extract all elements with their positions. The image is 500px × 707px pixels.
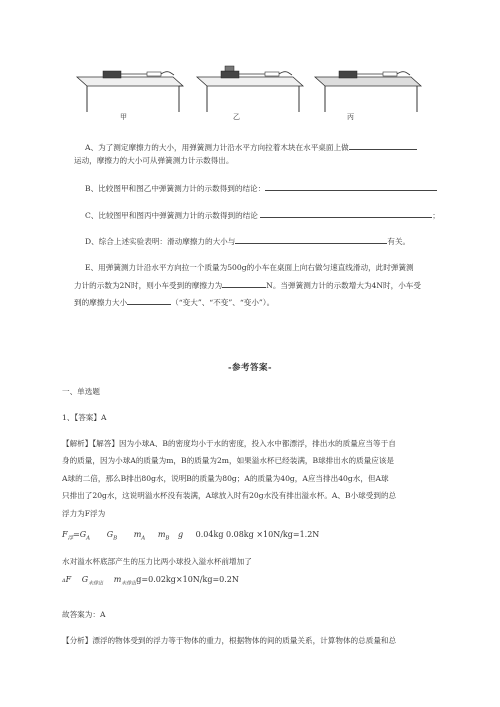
formula2-delta: Δ bbox=[62, 578, 66, 584]
option-a-blank[interactable] bbox=[349, 141, 417, 150]
formula1-values: 0.04kg 0.08kg ×10N/kg=1.2N bbox=[195, 530, 320, 539]
option-d-end: 有关。 bbox=[387, 237, 411, 246]
formula-buoyancy bbox=[62, 530, 319, 542]
formula2-g-sub: 未排出 bbox=[88, 580, 104, 587]
analysis-summary: 【分析】漂浮的物体受到的浮力等于物体的重力，根据物体的间的质量关系，计算物体的总质量和总 bbox=[62, 636, 397, 645]
answer-title: -参考答案- bbox=[227, 363, 273, 373]
formula-pressure-increase bbox=[62, 575, 239, 587]
option-a bbox=[85, 141, 417, 153]
option-e-line2a: 力计的示数为2N时，则小车受到的摩擦力为 bbox=[74, 281, 223, 290]
option-e-line3 bbox=[74, 296, 274, 308]
formula1-ma: m bbox=[133, 530, 142, 539]
analysis-line-3: A球的二倍，那么B排出80g水，说明B的质量为80g；A的质量为40g，A应当排出40g水，但A球 bbox=[62, 474, 389, 483]
option-c-end: ； bbox=[432, 211, 440, 220]
option-c-blank[interactable] bbox=[260, 209, 432, 218]
formula1-mb-sub: B bbox=[165, 535, 170, 542]
option-e-blank1[interactable] bbox=[222, 279, 266, 288]
analysis-line-1: 【解析】【解答】因为小球A、B的密度均小于水的密度，投入水中都漂浮，排出水的质量应当等于自 bbox=[62, 439, 396, 448]
analysis-line-4: 只排出了20g水，这说明溢水杯没有装满，A球放入时有20g水没有排出溢水杯。A、B小球受到的总 bbox=[62, 491, 397, 500]
formula2-rest: g=0.02kg×10N/kg=0.2N bbox=[136, 575, 239, 584]
formula1-eq: =G bbox=[73, 530, 87, 539]
formula1-gb: G bbox=[106, 530, 114, 539]
option-e-line2 bbox=[74, 279, 421, 291]
experiment-figure bbox=[75, 62, 435, 122]
option-e-line2b: N。当弹簧测力计的示数增大为4N时，小车受 bbox=[266, 281, 421, 290]
option-e-blank2[interactable] bbox=[127, 296, 171, 305]
formula1-mb: m bbox=[157, 530, 166, 539]
table-yi bbox=[197, 66, 303, 112]
analysis-line-2: 身的质量，因为小球A的质量为m，B的质量为2m，如果溢水杯已经装满，B球排出水的质量应该是 bbox=[62, 456, 395, 465]
option-c bbox=[85, 209, 440, 221]
analysis-line-5: 浮力为F浮为 bbox=[62, 509, 106, 518]
option-b bbox=[85, 182, 437, 194]
option-e-line1: E、用弹簧测力计沿水平方向拉一个质量为500g的小车在桌面上向右做匀速直线滑动，此时弹簧测 bbox=[85, 263, 414, 272]
formula1-g: g bbox=[178, 530, 184, 539]
formula1-f: F bbox=[62, 530, 68, 539]
formula1-f-sub: 浮 bbox=[67, 535, 74, 542]
section-heading: 一、单选题 bbox=[62, 387, 100, 396]
question-answer: 1、【答案】A bbox=[62, 413, 107, 422]
figure-label-yi: 乙 bbox=[233, 113, 240, 121]
option-a-text: A、为了测定摩擦力的大小，用弹簧测力计沿水平方向拉着木块在水平桌面上做 bbox=[85, 143, 349, 152]
option-d-blank[interactable] bbox=[235, 235, 387, 244]
option-b-blank[interactable] bbox=[265, 182, 437, 191]
option-b-text: B、比较图甲和图乙中弹簧测力计的示数得到的结论： bbox=[85, 184, 266, 193]
option-e-line3b: （“变大”、“不变”、“变小”）。 bbox=[171, 298, 275, 307]
table-bing bbox=[315, 71, 421, 112]
formula1-ga-sub: A bbox=[86, 535, 91, 542]
conclusion: 故答案为：A bbox=[62, 610, 106, 619]
formula2-m-sub: 未排出 bbox=[121, 580, 137, 587]
formula2-g: G bbox=[81, 575, 89, 584]
option-e-line3a: 到的摩擦力大小 bbox=[74, 298, 128, 307]
formula1-ma-sub: A bbox=[141, 535, 146, 542]
experiment-diagram bbox=[75, 62, 435, 122]
option-d-text: D、综合上述实验表明：滑动摩擦力的大小与 bbox=[85, 237, 236, 246]
option-d bbox=[85, 235, 410, 247]
figure-label-bing: 丙 bbox=[347, 113, 354, 121]
water-pressure-line: 水对溢水杯底部产生的压力比两小球投入溢水杯前增加了 bbox=[62, 557, 252, 566]
figure-label-jia: 甲 bbox=[120, 113, 127, 121]
formula2-f: F bbox=[65, 575, 72, 584]
formula2-m: m bbox=[113, 575, 122, 584]
formula1-gb-sub: B bbox=[113, 535, 118, 542]
option-c-text: C、比较图甲和图丙中弹簧测力计的示数得到的结论 bbox=[85, 211, 258, 220]
table-jia bbox=[77, 71, 183, 112]
option-a-continued: 运动，摩擦力的大小可从弹簧测力计示数得出。 bbox=[74, 156, 234, 165]
